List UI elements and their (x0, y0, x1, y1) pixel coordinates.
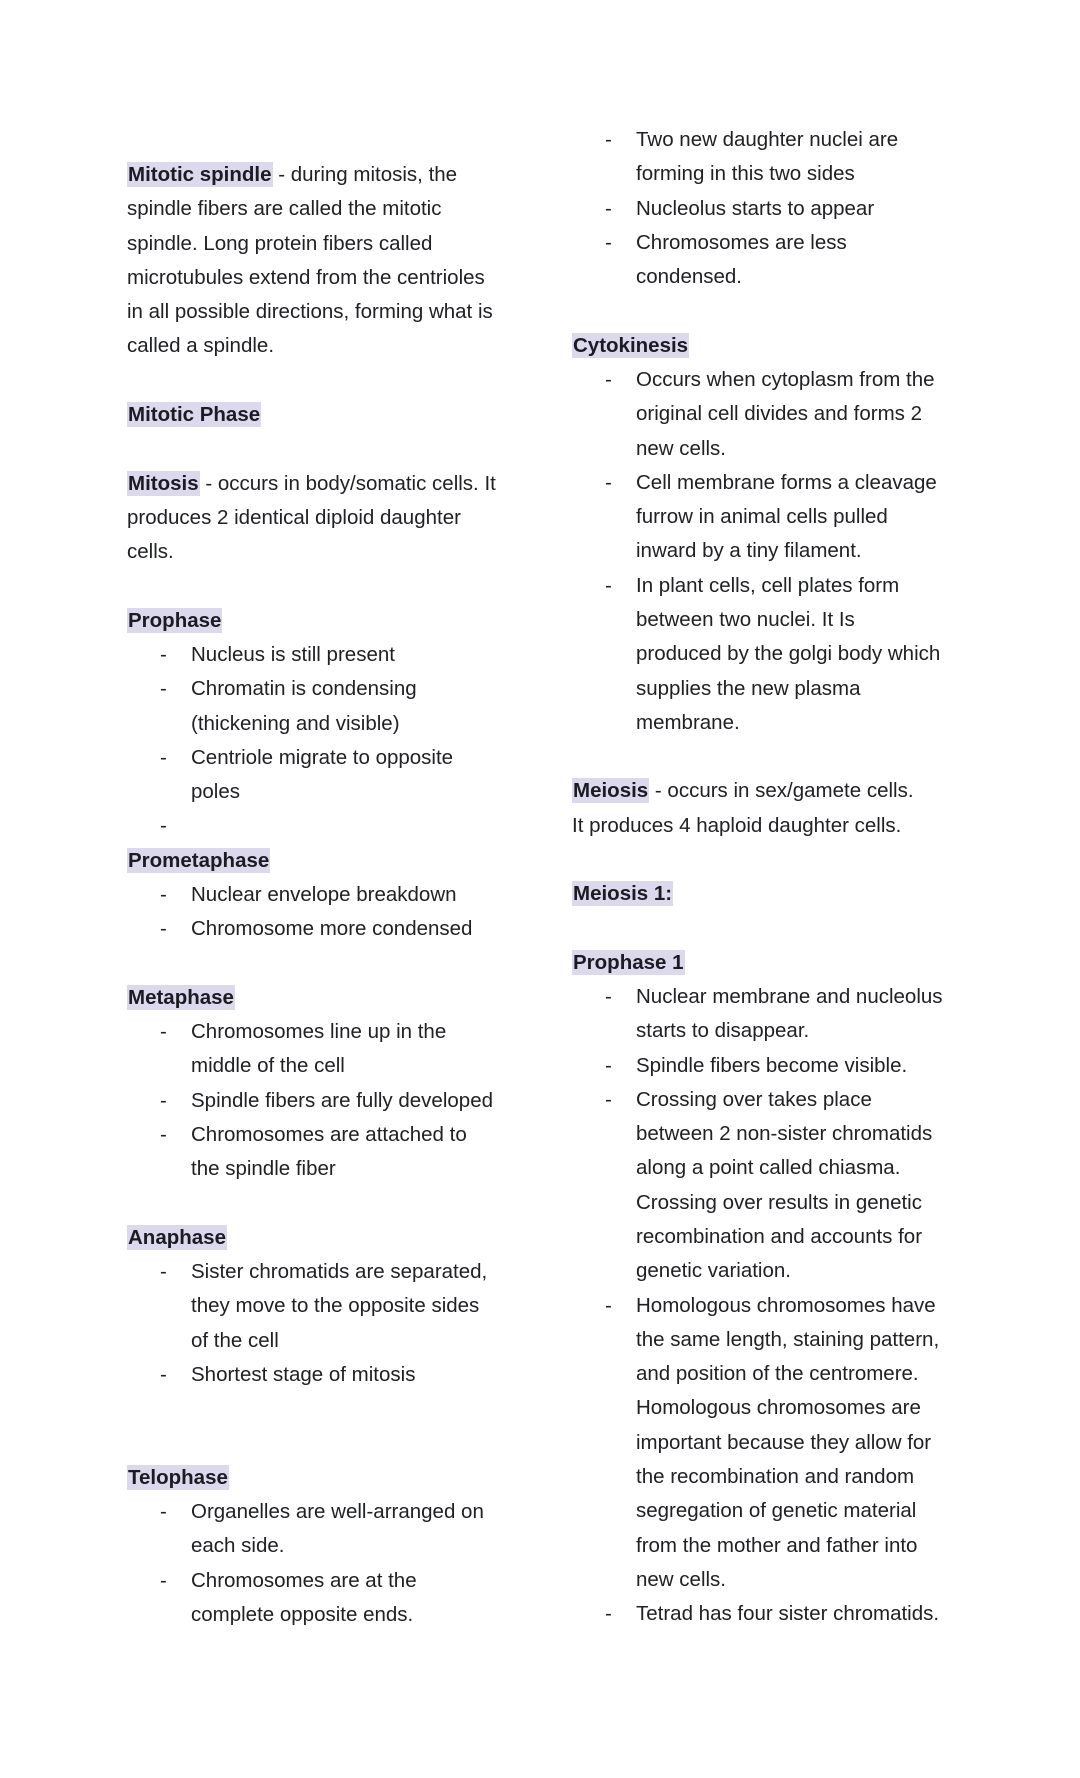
text-line: the spindle fiber (191, 1157, 336, 1181)
heading-text: Prophase (128, 608, 222, 632)
text-line: Nucleolus starts to appear (636, 196, 875, 220)
term-mitosis: Mitosis (128, 471, 199, 495)
dash-bullet-icon: - (160, 677, 167, 701)
text-line: microtubules extend from the centrioles (127, 265, 485, 289)
list-item (572, 226, 992, 295)
text-line: important because they allow for (636, 1430, 932, 1454)
list-item (572, 192, 992, 226)
dash-bullet-icon: - (605, 1293, 612, 1317)
text-line: the recombination and random (636, 1464, 915, 1488)
text-line: Crossing over takes place (636, 1087, 872, 1111)
text-line: they move to the opposite sides (191, 1294, 480, 1318)
text-line: Nucleus is still present (191, 642, 395, 666)
dash-bullet-icon: - (160, 1122, 167, 1146)
text-line: Homologous chromosomes have (636, 1293, 936, 1317)
dash-bullet-icon: - (160, 1260, 167, 1283)
text-line: Organelles are well-arranged on (191, 1499, 484, 1523)
text-line: (thickening and visible) (191, 711, 400, 735)
text-line: membrane. (636, 710, 740, 734)
term-meiosis: Meiosis (573, 779, 649, 803)
text-line: Cell membrane forms a cleavage (636, 470, 937, 494)
text-line: new cells. (636, 436, 727, 460)
text-line: Spindle fibers become visible. (636, 1053, 908, 1077)
list-item (572, 1049, 992, 1083)
heading-text: Meiosis 1: (573, 882, 673, 906)
heading-anaphase (127, 1221, 547, 1255)
list-item (572, 980, 992, 1049)
heading-cytokinesis (572, 329, 992, 363)
dash-bullet-icon: - (605, 1053, 612, 1077)
dash-bullet-icon: - (160, 1499, 167, 1523)
list-item (572, 123, 992, 192)
heading-prometaphase (127, 844, 547, 878)
list-item (572, 1289, 992, 1598)
text-line: Chromosomes are less (636, 230, 847, 254)
text-line: Occurs when cytoplasm from the (636, 367, 935, 391)
text-line: Chromosomes are attached to (191, 1122, 467, 1146)
text-line: starts to disappear. (636, 1019, 810, 1043)
heading-text: Prophase 1 (573, 950, 684, 974)
text-line: new cells. (636, 1567, 727, 1591)
text-line: furrow in animal cells pulled (636, 505, 888, 529)
text-line: Chromatin is condensing (191, 677, 417, 701)
text-line: Sister chromatids are separated, (191, 1260, 488, 1283)
list-item (572, 569, 992, 740)
dash-bullet-icon: - (160, 745, 167, 769)
mitotic-spindle-definition (127, 158, 547, 192)
text-line: Shortest stage of mitosis (191, 1362, 416, 1386)
text-line: - occurs in sex/gamete cells. (649, 779, 914, 803)
text-line: middle of the cell (191, 1054, 345, 1078)
list-item (127, 1564, 547, 1633)
list-item (127, 1084, 547, 1118)
text-line: produces 2 identical diploid daughter (127, 505, 461, 529)
heading-text: Metaphase (128, 985, 234, 1009)
text-line (191, 809, 547, 843)
list-item (127, 638, 547, 672)
dash-bullet-icon: - (605, 230, 612, 254)
text-line: forming in this two sides (636, 162, 855, 186)
heading-text: Prometaphase (128, 848, 270, 872)
dash-bullet-icon: - (160, 917, 167, 941)
list-item (572, 1083, 992, 1289)
dash-bullet-icon: - (605, 573, 612, 597)
list-item (127, 672, 547, 741)
text-line: Chromosome more condensed (191, 917, 473, 941)
text-line: produced by the golgi body which (636, 642, 941, 666)
text-line: Centriole migrate to opposite (191, 745, 454, 769)
heading-text: Anaphase (128, 1225, 226, 1249)
dash-bullet-icon: - (605, 128, 612, 151)
heading-prophase-1 (572, 946, 992, 980)
list-item (127, 1358, 547, 1392)
list-item (572, 363, 992, 466)
text-line: Homologous chromosomes are (636, 1396, 921, 1420)
text-line: between two nuclei. It Is (636, 607, 855, 631)
text-line: segregation of genetic material (636, 1499, 917, 1523)
heading-meiosis-1 (572, 877, 992, 911)
heading-telophase (127, 1461, 547, 1495)
text-line: spindle fibers are called the mitotic (127, 197, 442, 221)
meiosis-definition (572, 774, 992, 808)
text-line: called a spindle. (127, 334, 275, 358)
list-item (127, 741, 547, 810)
heading-prophase (127, 604, 547, 638)
dash-bullet-icon: - (605, 196, 612, 220)
text-line: It produces 4 haploid daughter cells. (572, 813, 902, 837)
text-line: from the mother and father into (636, 1533, 918, 1557)
text-line: Crossing over results in genetic (636, 1190, 922, 1214)
dash-bullet-icon: - (605, 1087, 612, 1111)
heading-text: Cytokinesis (573, 333, 689, 357)
list-item (127, 878, 547, 912)
text-line: recombination and accounts for (636, 1225, 923, 1248)
dash-bullet-icon: - (605, 470, 612, 494)
text-line: genetic variation. (636, 1259, 791, 1283)
list-item (572, 466, 992, 569)
text-line: each side. (191, 1534, 285, 1558)
list-item (127, 1118, 547, 1187)
dash-bullet-icon: - (605, 1602, 612, 1626)
list-item (127, 1255, 547, 1358)
list-item-empty (127, 809, 547, 843)
list-item (127, 1495, 547, 1564)
text-line: condensed. (636, 265, 743, 289)
text-line: poles (191, 780, 241, 804)
text-line: In plant cells, cell plates form (636, 573, 900, 597)
text-line: supplies the new plasma (636, 676, 861, 700)
text-line: Chromosomes are at the (191, 1568, 417, 1592)
heading-text: Telophase (128, 1465, 228, 1489)
text-line: complete opposite ends. (191, 1602, 414, 1626)
text-line: of the cell (191, 1328, 279, 1352)
text-line: Chromosomes line up in the (191, 1020, 447, 1044)
text-line: Two new daughter nuclei are (636, 128, 899, 151)
heading-mitotic-phase (127, 398, 547, 432)
left-column (127, 158, 547, 1632)
heading-metaphase (127, 981, 547, 1015)
dash-bullet-icon: - (160, 1568, 167, 1592)
text-line: the same length, staining pattern, (636, 1327, 940, 1351)
text-line: - occurs in body/somatic cells. It (199, 471, 496, 495)
list-item (127, 1015, 547, 1084)
text-line: Nuclear membrane and nucleolus (636, 985, 943, 1009)
text-line: Nuclear envelope breakdown (191, 882, 457, 906)
text-line: - during mitosis, the (272, 163, 458, 186)
dash-bullet-icon: - (160, 1362, 167, 1386)
dash-bullet-icon: - (160, 642, 167, 666)
text-line: inward by a tiny filament. (636, 539, 862, 563)
text-line: Spindle fibers are fully developed (191, 1088, 493, 1112)
right-column (572, 123, 992, 1631)
text-line: spindle. Long protein fibers called (127, 231, 433, 255)
mitosis-definition (127, 467, 547, 501)
heading-text: Mitotic Phase (128, 402, 261, 426)
text-line: cells. (127, 540, 174, 564)
dash-bullet-icon: - (160, 814, 167, 838)
dash-bullet-icon: - (605, 367, 612, 391)
term-mitotic-spindle: Mitotic spindle (128, 163, 272, 186)
text-line: in all possible directions, forming what is (127, 300, 493, 324)
text-line: along a point called chiasma. (636, 1156, 901, 1180)
list-item (127, 912, 547, 946)
dash-bullet-icon: - (160, 882, 167, 906)
dash-bullet-icon: - (605, 985, 612, 1009)
text-line: and position of the centromere. (636, 1362, 919, 1386)
text-line: Tetrad has four sister chromatids. (636, 1602, 940, 1626)
dash-bullet-icon: - (160, 1020, 167, 1044)
text-line: original cell divides and forms 2 (636, 402, 922, 426)
dash-bullet-icon: - (160, 1088, 167, 1112)
text-line: between 2 non-sister chromatids (636, 1122, 933, 1146)
list-item (572, 1597, 992, 1631)
